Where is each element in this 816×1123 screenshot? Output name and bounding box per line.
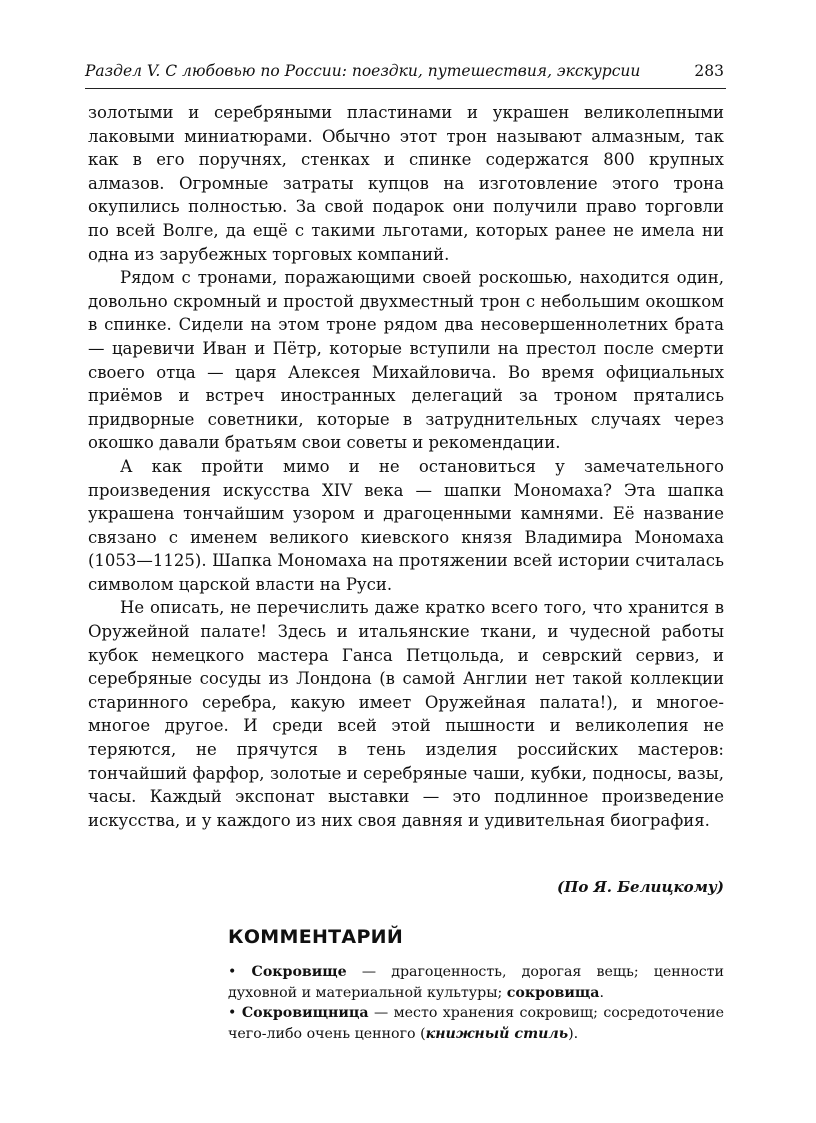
main-text (88, 101, 724, 832)
punctuation: . (599, 984, 604, 1001)
term: Сокровище (251, 964, 347, 980)
style-note: книжный стиль (425, 1025, 569, 1042)
running-header (85, 60, 726, 89)
paragraph: Не описать, не перечислить даже кратко всего того, что хранится в Оружейной палате! Здесь и итальянские ткани, и чудесной работы кубок немецкого мастера Ганса Петцольда, и севрский сервиз, и серебряные сосуды из Лондона (в самой Англии нет такой коллекции старинного серебра, какую имеет Оружейная палата!), и многое-многое другое. И среди всей этой пышности и великолепия не теряются, не прячутся в тень изделия российских мастеров: тончайший фарфор, золотые и серебряные чаши, кубки, подносы, вазы, часы. Каждый экспонат выставки — это подлинное произведение искусства, и у каждого из них своя давняя и удивительная биография. (88, 598, 724, 830)
term: Сокровищница (241, 1005, 369, 1021)
paragraph: Рядом с тронами, поражающими своей роскошью, находится один, довольно скромный и простой двухместный трон с небольшим окошком в спинке. Сидели на этом троне рядом два несовершеннолетних брата — царевичи Иван и Пётр, которые вступили на престол после смерти своего отца — царя Алексея Михайловича. Во время официальных приёмов и встреч иностранных делегаций за троном прятались придворные советники, которые в затруднительных случаях через окошко давали братьям свои советы и рекомендации. (88, 268, 724, 453)
punctuation: ). (568, 1025, 579, 1042)
paragraph: А как пройти мимо и не остановиться у замечательного произведения искусства XIV века — шапки Мономаха? Эта шапка украшена тончайшим узором и драгоценными камнями. Её название связано с именем великого киевского князя Владимира Мономаха (1053—1125). Шапка Мономаха на протяжении всей истории считалась символом царской власти на Руси. (88, 456, 724, 594)
source-attribution: (По Я. Белицкому) (557, 878, 724, 896)
bullet: • (228, 964, 237, 980)
commentary-entry (228, 962, 724, 1003)
page-number: 283 (694, 62, 724, 80)
example: сокровища (506, 984, 600, 1001)
paragraph: золотыми и серебряными пластинами и украшен великолепными лаковыми миниатюрами. Обычно этот трон называют алмазным, так как в его поручнях, стенках и спинке содержатся 800 крупных алмазов. Огромные затраты купцов на изготовление этого трона окупились полностью. За свой подарок они получили право торговли по всей Волге, да ещё с такими льготами, которых ранее не имела ни одна из зарубежных торговых компаний. (88, 103, 724, 264)
commentary-list (228, 962, 724, 1044)
section-title: Раздел V. С любовью по России: поездки, путешествия, экскурсии (85, 62, 641, 80)
commentary-entry (228, 1003, 724, 1044)
definition: — место хранения сокровищ; сосредоточение чего-либо очень ценного ( (228, 1005, 724, 1042)
definition: — драгоценность, дорогая вещь; ценности духовной и материальной культуры; (228, 964, 724, 1001)
bullet: • (228, 1005, 237, 1021)
commentary-title: КОММЕНТАРИЙ (228, 926, 404, 948)
